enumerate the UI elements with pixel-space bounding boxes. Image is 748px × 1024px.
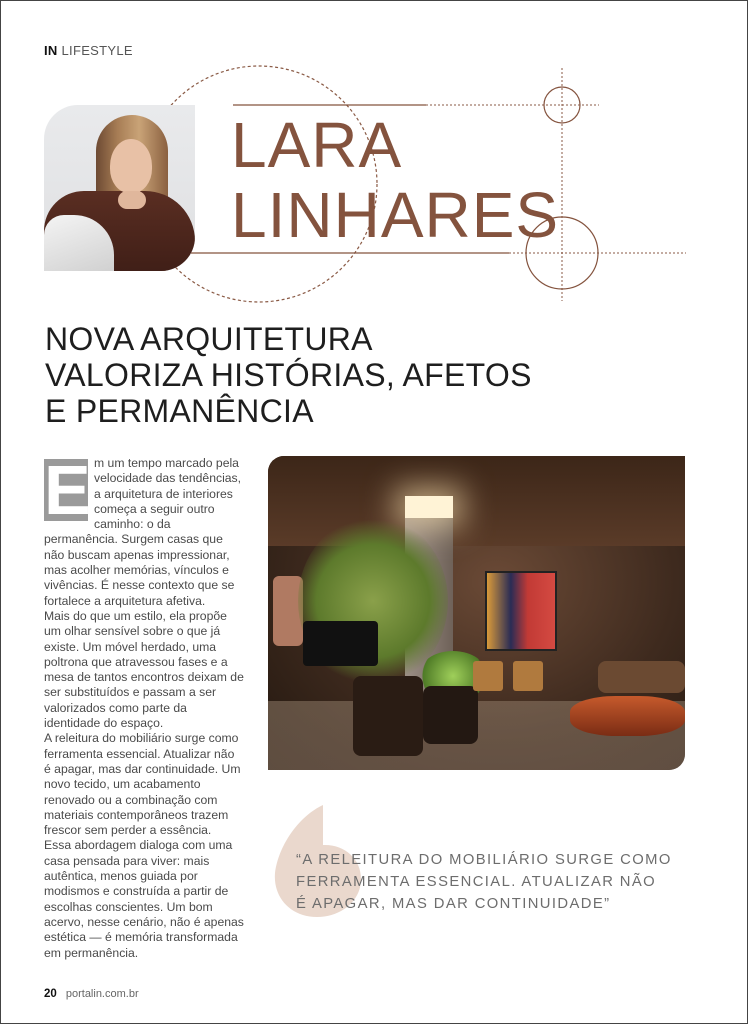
paragraph: Mais do que um estilo, ela propõe um olhar sensível sobre o que já existe. Um móvel herdado, uma poltrona que atravessou fases e a mesa de tantos encontros deixam de ser substituídos e passam a ser valorizados como parte da identidade do espaço.: [44, 608, 244, 731]
page-number: 20: [44, 988, 57, 1000]
pull-quote-line: É APAGAR, MAS DAR CONTINUIDADE”: [296, 896, 611, 912]
headline-line: E PERMANÊNCIA: [45, 393, 314, 429]
website-link[interactable]: portalin.com.br: [65, 988, 139, 1000]
headline-line: NOVA ARQUITETURA: [45, 321, 373, 357]
page-footer: [44, 988, 139, 1000]
paragraph: m um tempo marcado pela velocidade das tendências, a arquitetura de interiores começa a seguir outro caminho: o da permanência. Surgem casas que não buscam apenas impressionar, mas acolher memórias, vínculos e vivências. É nesse contexto que se fortalece a arquitetura afetiva.: [44, 456, 242, 608]
paragraph: A releitura do mobiliário surge como ferramenta essencial. Atualizar não é apagar, mas dar continuidade. Um novo tecido, um acabamento renovado ou a combinação com materiais contemporâneos trazem frescor sem perder a essência.: [44, 731, 241, 838]
section-label: [44, 43, 133, 58]
article-headline: [45, 321, 532, 429]
section-name: LIFESTYLE: [61, 43, 133, 58]
section-prefix: IN: [44, 43, 58, 58]
columnist-name: [231, 109, 560, 251]
columnist-portrait: [44, 105, 195, 271]
columnist-last-name: LINHARES: [231, 179, 560, 251]
pull-quote-line: FERRAMENTA ESSENCIAL. ATUALIZAR NÃO: [296, 874, 657, 890]
drop-cap: E: [44, 451, 91, 529]
headline-line: VALORIZA HISTÓRIAS, AFETOS: [45, 357, 532, 393]
interior-photo: [268, 456, 685, 770]
article-body: [44, 451, 244, 961]
pull-quote: [296, 849, 696, 915]
columnist-first-name: LARA: [231, 109, 403, 181]
paragraph: Essa abordagem dialoga com uma casa pensada para viver: mais autêntica, menos guiada por modismos e construída a partir de escolhas conscientes. Um bom acervo, nesse cenário, não é apenas estética — é memória transformada em permanência.: [44, 838, 244, 960]
pull-quote-line: “A RELEITURA DO MOBILIÁRIO SURGE COMO: [296, 852, 672, 868]
